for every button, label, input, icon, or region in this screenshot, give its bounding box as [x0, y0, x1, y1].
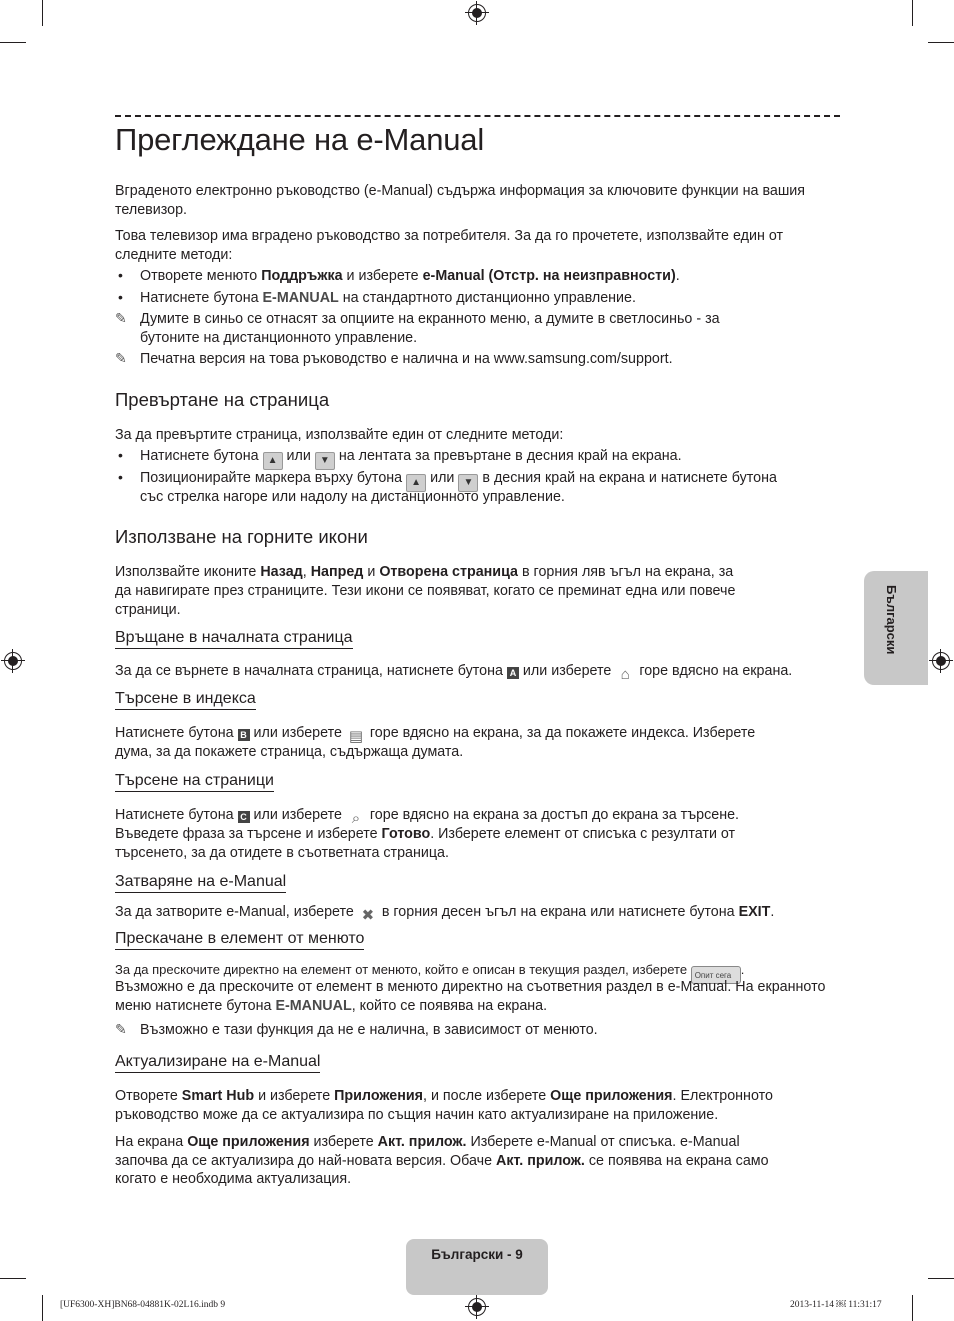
page-number: Български - 9: [431, 1247, 523, 1262]
subheading-update: Актуализиране на e-Manual: [115, 1053, 320, 1073]
subheading-index: Търсене в индекса: [115, 690, 256, 710]
intro-paragraph-1: Вграденото електронно ръководство (e-Manual) съдържа информация за ключовите функции на вашия телевизор.: [115, 183, 806, 218]
note-icon: ✎: [115, 310, 127, 326]
update-paragraph-1-line-2: ръководство може да се актуализира по същия начин като актуализиране на приложение.: [115, 1107, 719, 1123]
registration-mark: [468, 4, 486, 22]
arrow-up-icon: ▲: [406, 474, 426, 492]
page-footer: [406, 1239, 548, 1295]
note-icon: ✎: [115, 350, 127, 366]
try-now-button: Опит сега: [691, 966, 741, 984]
update-paragraph-2-line-2: започва да се актуализира до най-новата версия. Обаче Акт. прилож. се появява на екрана само: [115, 1153, 769, 1169]
registration-mark: [932, 652, 950, 670]
jump-note: Възможно е тази функция да не е налична, в зависимост от менюто.: [140, 1022, 598, 1038]
intro-note-1-line-2: бутоните на дистанционното управление.: [140, 330, 418, 346]
top-icons-paragraph-line-1: Използвайте иконите Назад, Напред и Отворена страница в горния ляв ъгъл на екрана, за: [115, 564, 734, 580]
section-heading-scroll: Превъртане на страница: [115, 389, 330, 410]
print-slug-left: [UF6300-XH]BN68-04881K-02L16.indb 9: [60, 1300, 226, 1310]
home-icon: ⌂: [620, 666, 630, 683]
search-paragraph-line-1: Натиснете бутона C или изберете ⌕ горе вдясно на екрана за достъп до екрана за търсене.: [115, 807, 740, 827]
index-paragraph-line-2: дума, за да покажете страница, съдържаща думата.: [115, 744, 464, 760]
arrow-up-icon: ▲: [263, 452, 283, 470]
crop-mark: [42, 0, 43, 26]
bullet: •: [118, 267, 123, 283]
crop-mark: [928, 42, 954, 43]
button-c-icon: C: [238, 811, 250, 823]
update-paragraph-2-line-1: На екрана Още приложения изберете Акт. прилож. Изберете e-Manual от списъка. e-Manual: [115, 1134, 740, 1150]
note-icon: ✎: [115, 1021, 127, 1037]
update-paragraph-1-line-1: Отворете Smart Hub и изберете Приложения, и после изберете Още приложения. Електронното: [115, 1088, 773, 1104]
button-b-icon: B: [238, 729, 250, 741]
subheading-close: Затваряне на e-Manual: [115, 873, 286, 893]
crop-mark: [912, 1295, 913, 1321]
intro-bullet-2: Натиснете бутона E-MANUAL на стандартното дистанционно управление.: [140, 290, 636, 306]
search-paragraph-line-2: Въведете фраза за търсене и изберете Готово. Изберете елемент от списъка с резултати от: [115, 826, 736, 842]
update-paragraph-2-line-3: когато е необходима актуализация.: [115, 1171, 352, 1187]
print-slug-right: 2013-11-14 ￼ 11:31:17: [790, 1300, 882, 1310]
top-icons-paragraph-line-2: да навигирате през страниците. Тези икони се появяват, когато се преминат една или повече: [115, 583, 736, 599]
registration-mark: [468, 1298, 486, 1316]
jump-paragraph-line-3: меню натиснете бутона E-MANUAL, който се появява на екрана.: [115, 998, 548, 1014]
crop-mark: [42, 1295, 43, 1321]
intro-bullet-1: Отворете менюто Поддръжка и изберете e-Manual (Отстр. на неизправности).: [140, 268, 680, 284]
crop-mark: [928, 1278, 954, 1279]
crop-mark: [0, 42, 26, 43]
scroll-bullet-1: Натиснете бутона ▲ или ▼ на лентата за превъртане в десния край на екрана.: [140, 447, 840, 470]
jump-paragraph-line-2: Възможно е да прескочите от елемент в менюто директно на съответния раздел в e-Manual. На екранното: [115, 979, 826, 995]
subheading-search: Търсене на страници: [115, 772, 274, 792]
home-paragraph: За да се върнете в началната страница, натиснете бутона A или изберете ⌂ горе вдясно на екрана.: [115, 663, 793, 683]
bullet: •: [118, 469, 123, 485]
page-title: Преглеждане на e-Manual: [115, 122, 485, 157]
intro-note-1-line-1: Думите в синьо се отнасят за опциите на екранното меню, а думите в светлосиньо - за: [140, 311, 720, 327]
scroll-bullet-2-line-2: със стрелка нагоре или надолу на дистанционното управление.: [140, 489, 565, 505]
intro-paragraph-2: Това телевизор има вградено ръководство за потребителя. За да го прочетете, използвайте един от следните методи:: [115, 228, 784, 263]
bullet: •: [118, 447, 123, 463]
scroll-paragraph: За да превъртите страница, използвайте един от следните методи:: [115, 427, 564, 443]
jump-paragraph-line-1: За да прескочите директно на елемент от менюто, който е описан в текущия раздел, изберете Опит сега .: [115, 960, 835, 984]
search-icon: ⌕: [351, 810, 361, 827]
index-icon: ▤: [348, 728, 364, 745]
top-icons-paragraph-line-3: страници.: [115, 602, 181, 618]
button-a-icon: A: [507, 667, 519, 679]
index-paragraph-line-1: Натиснете бутона B или изберете ▤ горе вдясно на екрана, за да покажете индекса. Изберете: [115, 725, 756, 745]
subheading-home: Връщане в началната страница: [115, 629, 353, 649]
arrow-down-icon: ▼: [458, 474, 478, 492]
close-paragraph: За да затворите e-Manual, изберете ✖ в горния десен ъгъл на екрана или натиснете бутона EXIT.: [115, 904, 775, 924]
close-icon: ✖: [361, 907, 375, 924]
bullet: •: [118, 289, 123, 305]
crop-mark: [0, 1278, 26, 1279]
scroll-bullet-2: Позиционирайте маркера върху бутона ▲ или ▼ в десния край на екрана и натиснете бутона: [140, 469, 840, 492]
crop-mark: [912, 0, 913, 26]
title-divider: [115, 115, 840, 117]
subheading-jump: Прескачане в елемент от менюто: [115, 930, 364, 950]
registration-mark: [4, 652, 22, 670]
language-side-tab: [864, 571, 928, 685]
intro-note-2: Печатна версия на това ръководство е налична и на www.samsung.com/support.: [140, 351, 673, 367]
side-tab-label: Български: [884, 585, 899, 655]
arrow-down-icon: ▼: [315, 452, 335, 470]
search-paragraph-line-3: търсенето, за да отидете в съответната страница.: [115, 845, 449, 861]
section-heading-top-icons: Използване на горните икони: [115, 526, 368, 547]
